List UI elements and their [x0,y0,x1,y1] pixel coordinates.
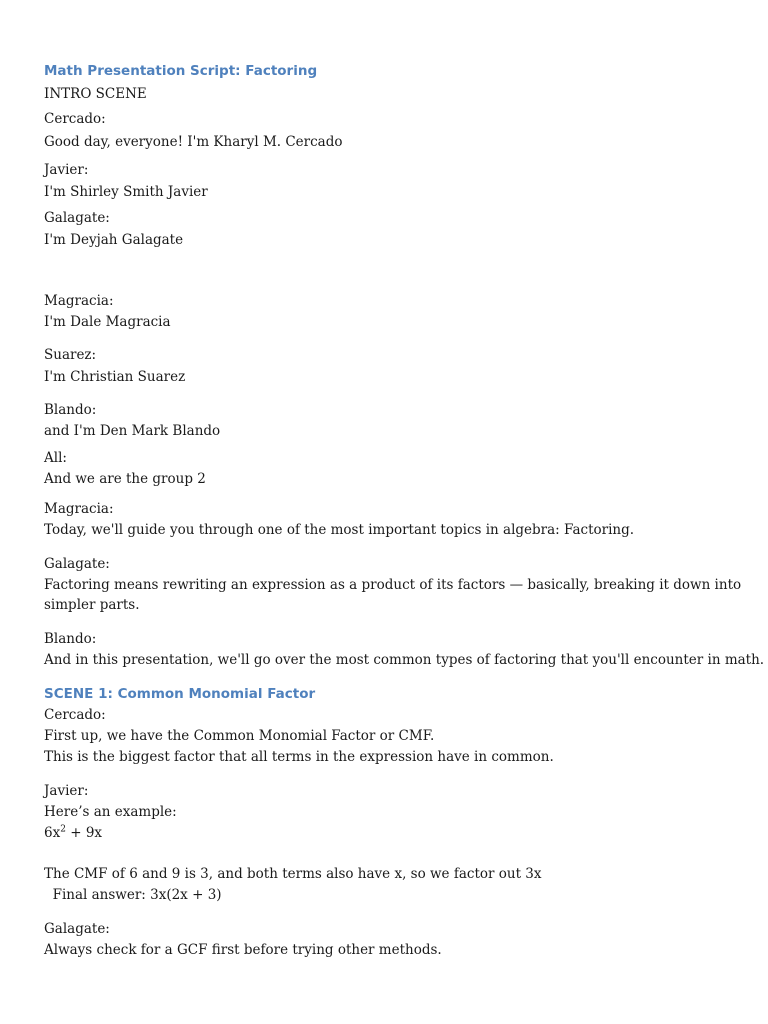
dialogue-line: I'm Deyjah Galagate [44,232,184,248]
scene-1-heading: SCENE 1: Common Monomial Factor [44,686,316,702]
speaker-label: Magracia: [44,501,114,517]
dialogue-line: I'm Christian Suarez [44,369,186,385]
speaker-label: Javier: [44,162,89,178]
speaker-label: Cercado: [44,707,106,723]
dialogue-line: I'm Dale Magracia [44,314,171,330]
dialogue-line: simpler parts. [44,597,140,613]
dialogue-line: I'm Shirley Smith Javier [44,184,208,200]
speaker-label: Galagate: [44,556,110,572]
speaker-label: Blando: [44,631,97,647]
speaker-label: Magracia: [44,293,114,309]
dialogue-line: Here’s an example: [44,804,177,820]
speaker-label: Blando: [44,402,97,418]
dialogue-line: First up, we have the Common Monomial Factor or CMF. [44,728,435,744]
dialogue-line: This is the biggest factor that all terms in the expression have in common. [44,749,554,765]
math-expression [44,824,102,842]
math-exponent: 2 [60,824,66,835]
math-term: 6x [44,825,61,841]
math-term: + 9x [65,825,103,841]
intro-scene-label: INTRO SCENE [44,86,147,102]
dialogue-line: and I'm Den Mark Blando [44,423,221,439]
dialogue-line: Factoring means rewriting an expression as a product of its factors — basically, breaking it down into [44,577,742,593]
speaker-label: Javier: [44,783,89,799]
speaker-label: Cercado: [44,111,106,127]
speaker-label: Suarez: [44,347,97,363]
dialogue-line: The CMF of 6 and 9 is 3, and both terms also have x, so we factor out 3x [44,866,542,882]
dialogue-line: And we are the group 2 [44,471,206,487]
speaker-label: Galagate: [44,921,110,937]
document-title: Math Presentation Script: Factoring [44,63,318,79]
dialogue-line: And in this presentation, we'll go over the most common types of factoring that you'll encounter in math. [44,652,765,668]
dialogue-line: Good day, everyone! I'm Kharyl M. Cercado [44,134,343,150]
dialogue-line: Today, we'll guide you through one of the most important topics in algebra: Factoring. [44,522,635,538]
final-answer-line: Final answer: 3x(2x + 3) [44,887,222,903]
speaker-label: All: [44,450,67,466]
speaker-label: Galagate: [44,210,110,226]
dialogue-line: Always check for a GCF first before trying other methods. [44,942,442,958]
